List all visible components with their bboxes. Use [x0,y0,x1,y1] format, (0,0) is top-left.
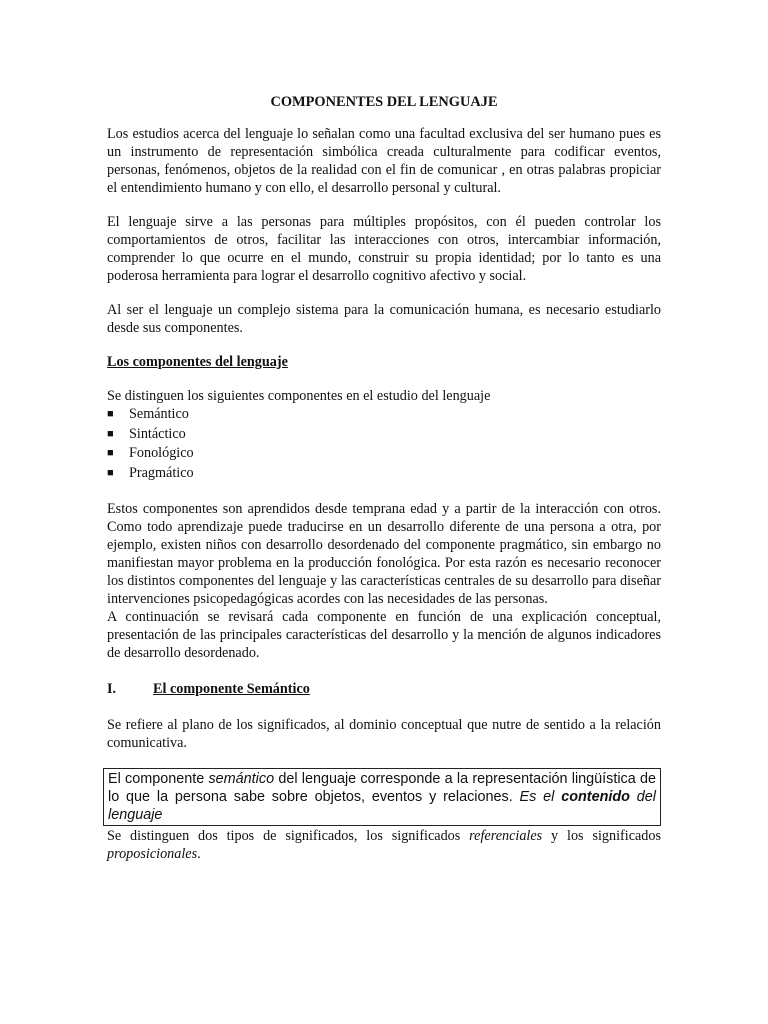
bullet-icon: ■ [107,408,114,420]
list-item [107,444,661,464]
bullet-icon: ■ [107,447,114,459]
box-text-bold-italic: contenido [561,789,630,805]
box-text: del lenguaje corresponde a la representación lingüística de lo que la persona sabe sobre objetos, eventos y relaciones. [108,771,656,805]
definition-box [103,768,661,826]
text-run: Se distinguen dos tipos de significados, los significados [107,828,470,844]
paragraph-components-need: Al ser el lenguaje un complejo sistema para la comunicación humana, es necesario estudiarlo desde sus componentes. [107,302,661,336]
text-run: y los significados [542,828,662,844]
box-text: El componente [108,771,209,787]
box-text-italic: del lenguaje [108,789,657,823]
document-page [107,93,661,863]
list-item-label: Semántico [129,406,189,422]
document-title: COMPONENTES DEL LENGUAJE [270,94,498,110]
paragraph-purposes: El lenguaje sirve a las personas para múltiples propósitos, con él pueden controlar los comportamientos de otros, facilitar las interacciones con otros, intercambiar información, comprender lo que ocurre en el mundo, construir su propia identidad; por lo tanto es una poderosa herramienta para lograr el desarrollo cognitivo afectivo y social. [107,214,661,284]
section-title: El componente Semántico [153,681,310,697]
list-item [107,425,661,445]
box-text-italic: semántico [208,771,275,787]
list-item-label: Fonológico [129,445,194,461]
box-text-italic: Es el [519,789,562,805]
bullet-icon: ■ [107,427,114,440]
text-run-italic: proposicionales [107,846,198,862]
paragraph-semantic-definition: Se refiere al plano de los significados, al dominio conceptual que nutre de sentido a la relación comunicativa. [107,717,661,751]
text-run: . [197,846,201,862]
paragraph-intro: Los estudios acerca del lenguaje lo señalan como una facultad exclusiva del ser humano pues es un instrumento de representación simbólica creada culturalmente para codificar eventos, personas, fenómenos, objetos de la realidad con el fin de comunicar , en otras palabras propiciar el entendimiento humano y con ello, el desarrollo personal y cultural. [107,126,661,196]
list-intro: Se distinguen los siguientes componentes en el estudio del lenguaje [107,388,491,404]
bullet-icon: ■ [107,466,114,479]
text-run-italic: referenciales [469,828,543,844]
paragraph-review: A continuación se revisará cada componente en función de una explicación conceptual, presentación de las principales características del desarrollo y la mención de algunos indicadores de desarrollo desordenado. [107,609,661,661]
list-item [107,405,661,425]
section-number: I. [107,681,117,697]
subheading-components: Los componentes del lenguaje [107,354,288,370]
components-list [107,405,661,483]
paragraph-development: Estos componentes son aprendidos desde temprana edad y a partir de la interacción con otros. Como todo aprendizaje puede traducirse en un desarrollo diferente de una persona a otra, por ejemplo, existen niños con desarrollo desordenado del componente pragmático, sin embargo no manifiestan mayor problema en la producción fonológica. Por esta razón es necesario reconocer los distintos componentes del lenguaje y las características centrales de su desarrollo para diseñar intervenciones psicopedagógicas acordes con las necesidades de las personas. [107,501,661,607]
paragraph-meaning-types [107,827,661,863]
list-item-label: Pragmático [129,464,194,481]
list-item-label: Sintáctico [129,425,186,442]
list-item [107,464,661,484]
section-heading-semantic [107,680,661,698]
